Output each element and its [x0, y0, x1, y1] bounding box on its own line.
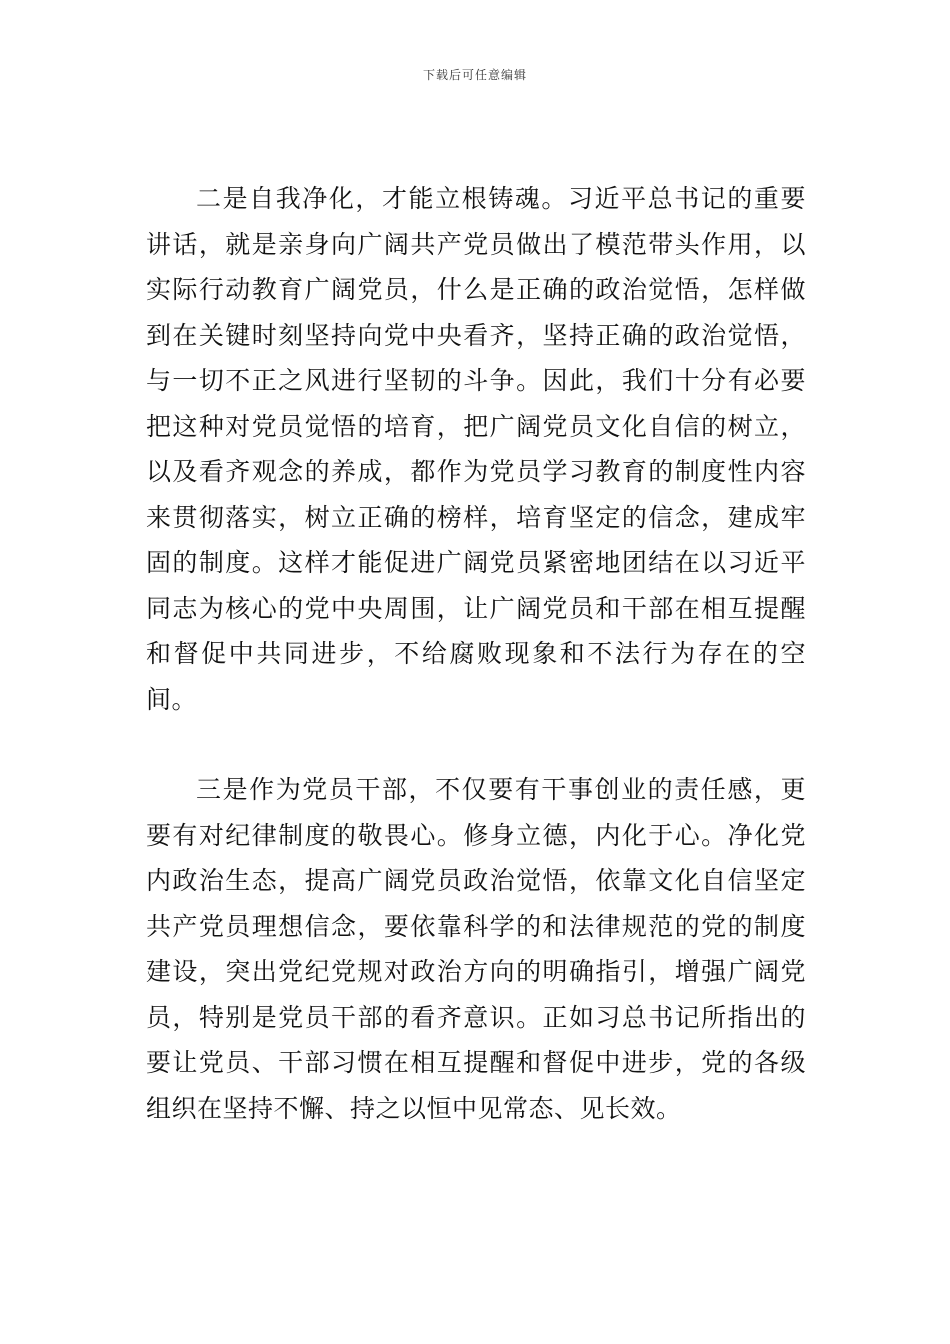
- paragraph-party-cadres: 三是作为党员干部，不仅要有干事创业的责任感，更要有对纪律制度的敬畏心。修身立德，内化于心。净化党内政治生态，提高广阔党员政治觉悟，依靠文化自信坚定共产党员理想信念，要依靠科学的和法律规范的党的制度建设，突出党纪党规对政治方向的明确指引，增强广阔党员，特别是党员干部的看齐意识。正如习总书记所指出的要让党员、干部习惯在相互提醒和督促中进步，党的各级组织在坚持不懈、持之以恒中见常态、见长效。: [146, 775, 806, 1123]
- document-body: [146, 176, 806, 1131]
- paragraph-self-purification: 二是自我净化，才能立根铸魂。习近平总书记的重要讲话，就是亲身向广阔共产党员做出了模范带头作用，以实际行动教育广阔党员，什么是正确的政治觉悟，怎样做到在关键时刻坚持向党中央看齐，坚持正确的政治觉悟，与一切不正之风进行坚韧的斗争。因此，我们十分有必要把这种对党员觉悟的培育，把广阔党员文化自信的树立，以及看齐观念的养成，都作为党员学习教育的制度性内容来贯彻落实，树立正确的榜样，培育坚定的信念，建成牢固的制度。这样才能促进广阔党员紧密地团结在以习近平同志为核心的党中央周围，让广阔党员和干部在相互提醒和督促中共同进步，不给腐败现象和不法行为存在的空间。: [146, 184, 806, 714]
- page-header: 下载后可任意编辑: [422, 68, 527, 82]
